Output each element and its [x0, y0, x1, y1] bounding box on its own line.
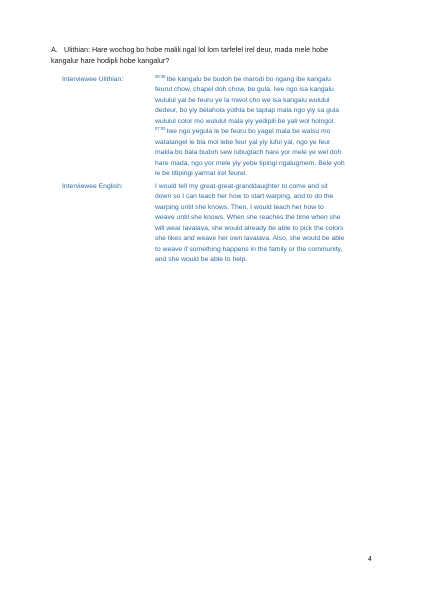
ulithian-line: wululul color mo wululul mala yiy yedipili be yali wol holngol.	[155, 117, 336, 125]
interviewee-english-text	[155, 182, 417, 266]
english-line: to weave if something happens in the family or the community,	[155, 245, 343, 253]
ulithian-line: watalangel le bla mol lebe feur yal yiy lufui yal, ngo ye feur	[155, 138, 331, 146]
english-line: down so I can teach her how to start warping, and to do the	[155, 193, 334, 201]
interviewee-english-label: Interviewee English:	[62, 183, 123, 190]
english-line: she likes and weave her own lavalava. Also, she would be able	[155, 235, 345, 243]
ulithian-line: wululul yal be feuru ye la mwol cho we isa kangalu wululul	[155, 96, 330, 104]
ulithian-line: le be titipingi yarmat irel feurel.	[155, 170, 248, 178]
ulithian-line: makla bo bala budoh sew lubugtach hare yor mele ye wel doh	[155, 149, 342, 157]
question-text-line-1: Ulithian: Hare wochog bo hobe malili ngal lol lom tarfefel irel deur, mada mele hobe	[64, 45, 329, 54]
question-block	[51, 44, 381, 66]
ulithian-line: hare mada, ngo yor mele yiy yebe tipingi ngalugmem. Bele yoh	[155, 159, 345, 167]
question-letter: A.	[51, 45, 58, 54]
timestamp-1: 06:38	[155, 74, 166, 79]
page-number: 4	[368, 556, 372, 563]
ulithian-line: dedeur, bo yiy belahola yothla be taptap mala ngo yiy sa gula	[155, 107, 340, 115]
ulithian-line: Iwe ngo yegula le be feuru bo yagel mala be walsu mo	[166, 128, 331, 136]
question-text-line-2: kangalur hare hodipli hobe kangalur?	[51, 56, 170, 65]
english-line: I would tell my great-great-granddaughter to come and sit	[155, 183, 328, 190]
timestamp-2: 07:00	[155, 126, 166, 132]
ulithian-line: feurul chow, chapel doh chow, be gula. Iwe ngo isa kangalu	[155, 86, 334, 94]
interviewee-ulithian-text	[155, 75, 417, 180]
english-line: weave until she knows. When she reaches the time when she	[155, 214, 341, 222]
english-line: warping until she knows. Then, I would teach her how to	[155, 203, 324, 211]
english-line: will wear lavalava, she would already be able to pick the colors	[155, 224, 344, 232]
interviewee-ulithian-label: Interviewee Ulithian:	[62, 76, 124, 83]
english-line: and she would be able to help.	[155, 256, 248, 264]
ulithian-line: Ibe kangalu be budoh be marodi bo ngang ibe kangalu	[166, 76, 331, 83]
